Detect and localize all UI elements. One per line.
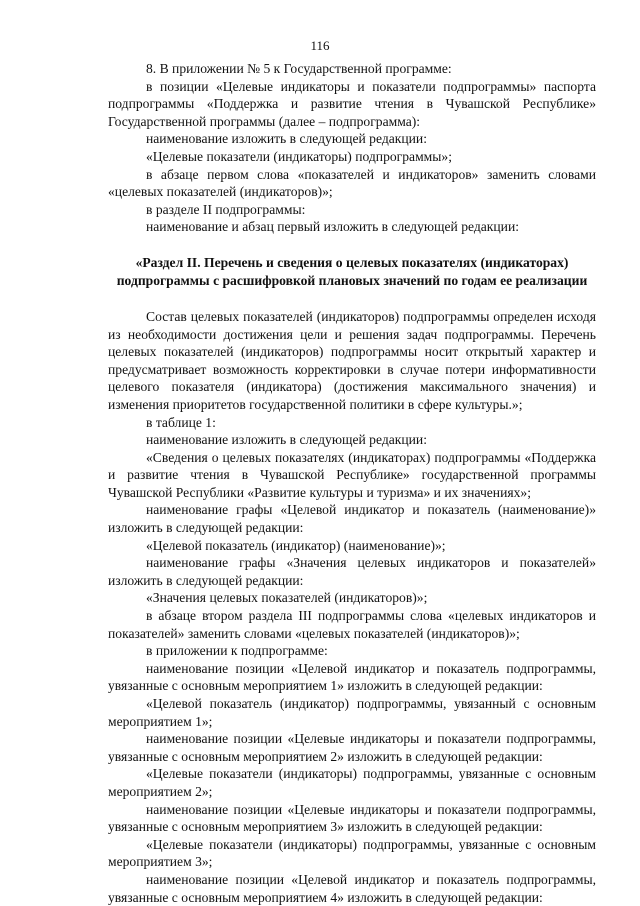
paragraph: в абзаце втором раздела III подпрограммы слова «целевых индикаторов и показателей» заменить словами «целевых показателей (индикаторов)»;	[108, 608, 596, 641]
paragraph: в приложении к подпрограмме:	[146, 643, 328, 659]
paragraph: в таблице 1:	[146, 414, 216, 430]
paragraph: наименование и абзац первый изложить в следующей редакции:	[146, 219, 520, 235]
paragraph: «Целевой показатель (индикатор) (наименование)»;	[146, 537, 446, 553]
paragraph: «Целевые показатели (индикаторы) подпрограммы»;	[146, 148, 452, 164]
paragraph: наименование позиции «Целевой индикатор и показатель подпрограммы, увязанные с основным мероприятием 1» изложить в следующей редакции:	[108, 660, 596, 694]
paragraph: наименование графы «Значения целевых индикаторов и показателей» изложить в следующей редакции:	[108, 555, 596, 588]
paragraph: наименование графы «Целевой индикатор и показатель (наименование)» изложить в следующей редакции:	[108, 502, 596, 536]
document-body	[108, 60, 596, 906]
paragraph: наименование изложить в следующей редакции:	[146, 432, 427, 448]
paragraph: наименование позиции «Целевые индикаторы и показатели подпрограммы, увязанные с основным мероприятием 3» изложить в следующей редакции:	[108, 801, 596, 835]
paragraph: «Значения целевых показателей (индикаторов)»;	[146, 590, 428, 606]
paragraph: в абзаце первом слова «показателей и индикаторов» заменить словами «целевых показателей (индикаторов)»;	[108, 166, 596, 200]
paragraph: в позиции «Целевые индикаторы и показатели подпрограммы» паспорта подпрограммы «Поддержка и развитие чтения в Чувашской Республике» Государственной программы (далее – подпрограмма):	[108, 78, 596, 129]
paragraph: Состав целевых показателей (индикаторов) подпрограммы определен исходя из необходимости достижения цели и решения задач подпрограммы. Перечень целевых показателей (индикаторов) подпрограммы носит открытый характер и предусматривает возможность корректировки в случае потери информативности целевого показателя (индикатора) (достижения максимального значения) и изменения приоритетов государственной политики в сфере культуры.»;	[108, 308, 596, 412]
body-paragraphs	[108, 308, 596, 906]
paragraph: 8. В приложении № 5 к Государственной программе:	[146, 61, 452, 76]
paragraph: «Сведения о целевых показателях (индикаторах) подпрограммы «Поддержка и развитие чтения в Чувашской Республике» государственной программы Чувашской Республики «Развитие культуры и туризма» и их значениях»;	[108, 449, 596, 500]
paragraph: наименование позиции «Целевые индикаторы и показатели подпрограммы, увязанные с основным мероприятием 2» изложить в следующей редакции:	[108, 731, 596, 764]
page-number: 116	[310, 38, 330, 53]
paragraph: в разделе II подпрограммы:	[146, 201, 306, 217]
section-heading: «Раздел II. Перечень и сведения о целевых показателях (индикаторах) подпрограммы с расшифровкой плановых значений по годам ее реализации	[116, 254, 588, 288]
paragraph: «Целевые показатели (индикаторы) подпрограммы, увязанные с основным мероприятием 3»;	[108, 836, 596, 870]
paragraph: наименование позиции «Целевой индикатор и показатель подпрограммы, увязанные с основным мероприятием 4» изложить в следующей редакции:	[108, 871, 596, 905]
paragraph: наименование изложить в следующей редакции:	[146, 131, 427, 147]
paragraph: «Целевые показатели (индикаторы) подпрограммы, увязанные с основным мероприятием 2»;	[108, 766, 596, 799]
intro-paragraphs	[108, 60, 596, 236]
paragraph: «Целевой показатель (индикатор) подпрограммы, увязанный с основным мероприятием 1»;	[108, 696, 596, 729]
